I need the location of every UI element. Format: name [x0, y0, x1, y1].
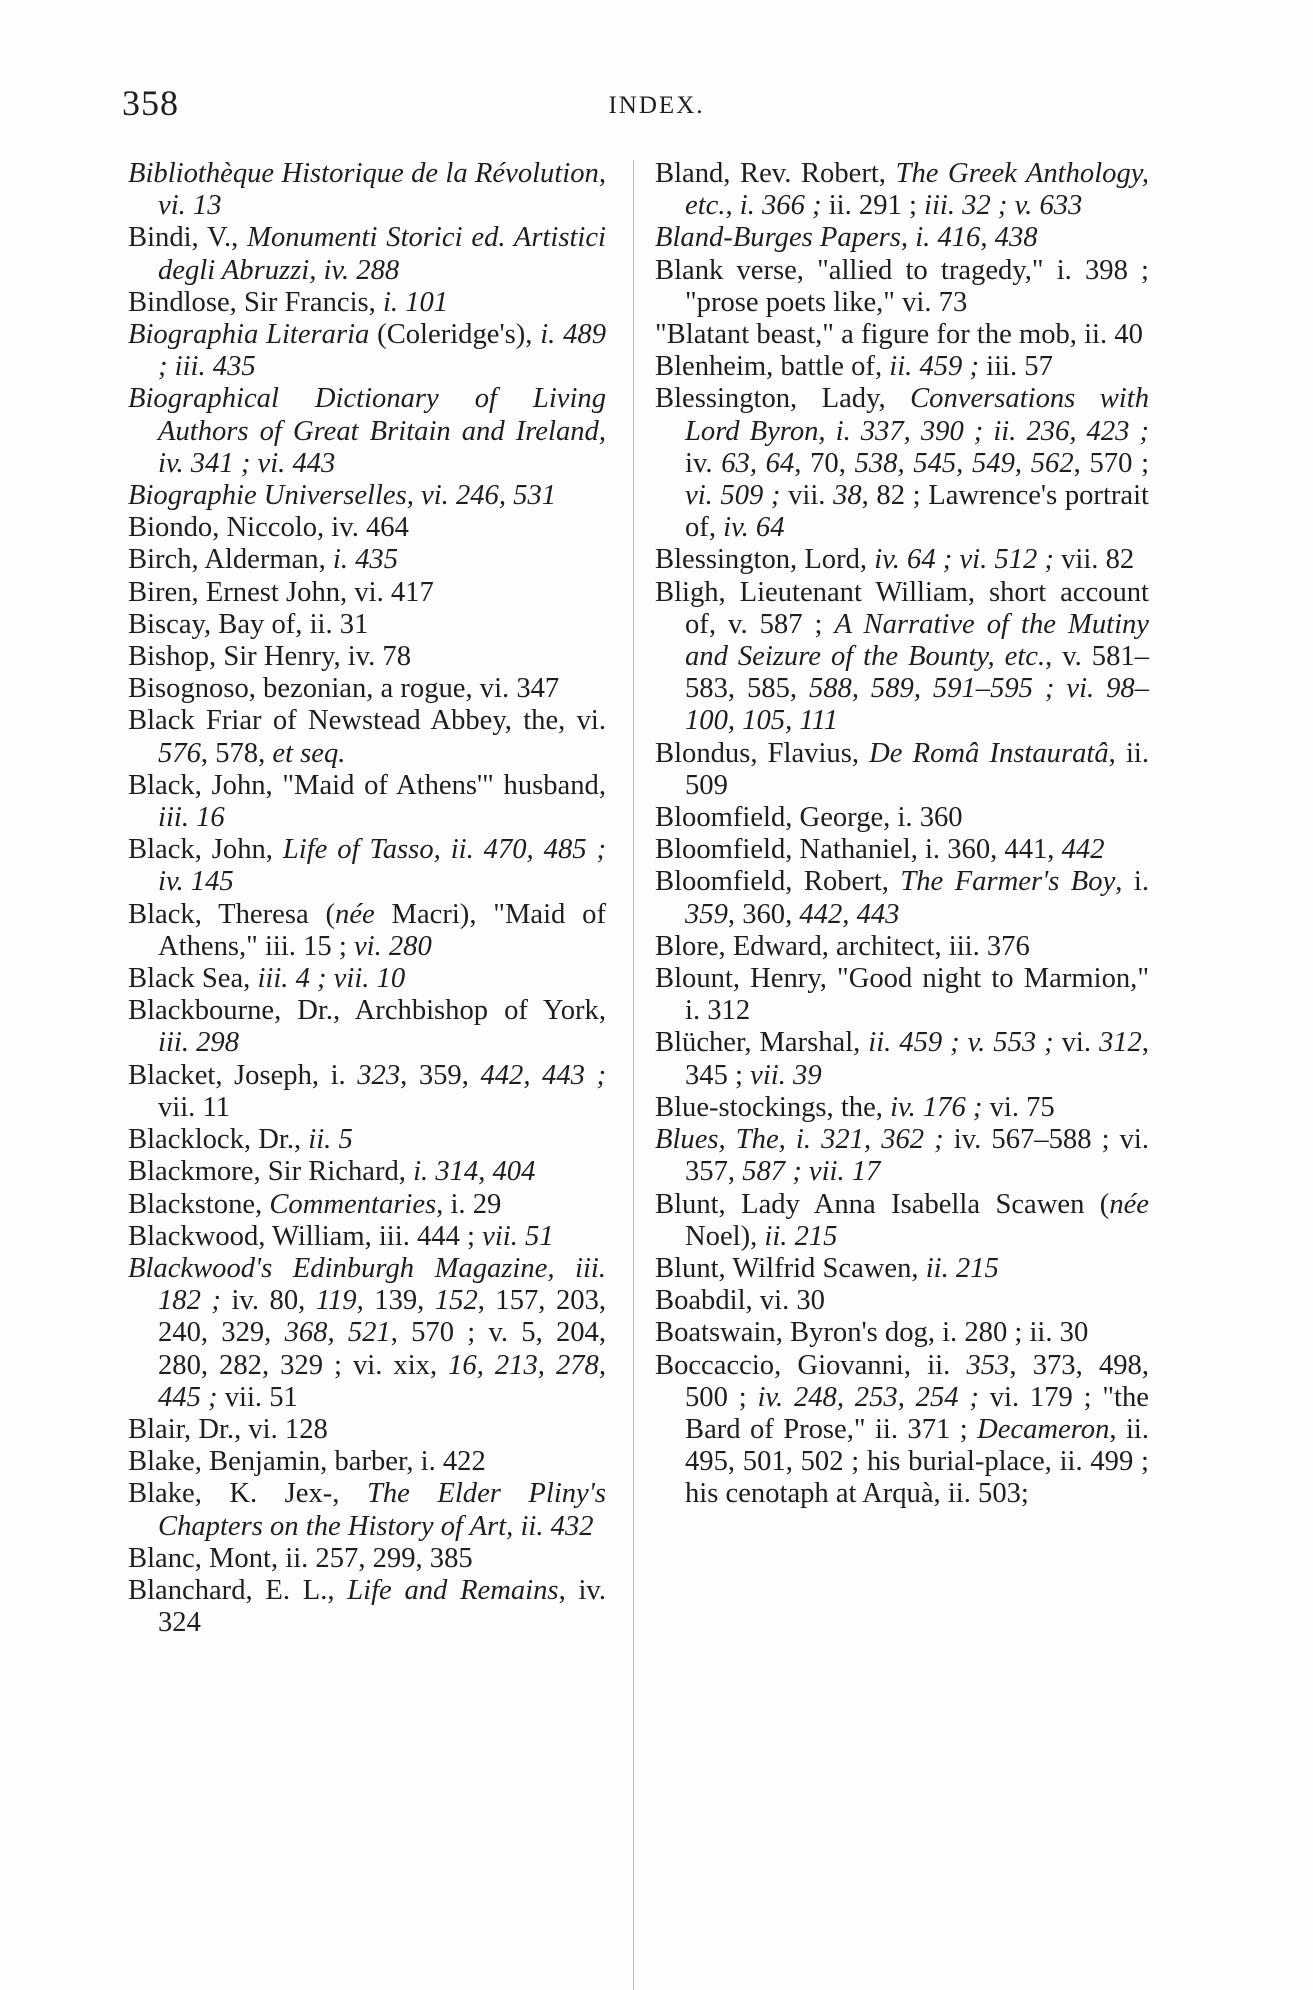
entry-text: Blacklock, Dr., [128, 1124, 309, 1156]
index-entry [655, 1124, 1149, 1188]
entry-italic-text: i. 314, 404 [413, 1156, 536, 1188]
entry-text: Boabdil, vi. 30 [655, 1285, 825, 1317]
index-entry [128, 1414, 606, 1446]
index-entry [128, 834, 606, 898]
entry-italic-text: vii. 39 [750, 1059, 822, 1091]
entry-text: Bishop, Sir Henry, iv. 78 [128, 641, 412, 673]
entry-italic-text: The Greek Anthology, etc., i. 366 ; [685, 158, 1150, 222]
entry-italic-text: 442, 443 [799, 898, 900, 930]
entry-text: Bligh, Lieutenant William, short account of, v. 587 ; [655, 576, 1149, 640]
entry-text: , 359, [400, 1059, 481, 1091]
entry-text: Blenheim, battle of, [655, 351, 890, 383]
entry-text: , 570 ; v. 5, 204, 280, 282, 329 ; vi. xix, [158, 1317, 606, 1381]
index-entry [128, 641, 606, 673]
entry-italic-text: 359 [685, 898, 728, 930]
entry-text: Black, John, "Maid of Athens'" husband, [128, 769, 606, 801]
entry-italic-text: iv. 64 ; vi. 512 ; [874, 544, 1054, 576]
entry-italic-text: Commentaries [269, 1188, 437, 1220]
entry-italic-text: Life and Remains [347, 1574, 559, 1606]
entry-text: Biondo, Niccolo, iv. 464 [128, 512, 409, 544]
entry-italic-text: 442 [1061, 834, 1105, 866]
entry-text: , 578, [200, 737, 273, 769]
entry-text: , 157, 203, 240, 329, [158, 1285, 607, 1349]
index-entry [128, 1253, 606, 1414]
index-entry [655, 802, 1149, 834]
entry-italic-text: iv. 176 ; [890, 1091, 983, 1123]
index-entry [655, 351, 1149, 383]
entry-italic-text: Biographia Literaria [128, 319, 370, 351]
entry-text: Biscay, Bay of, ii. 31 [128, 608, 369, 640]
entry-text: vii. 11 [158, 1091, 231, 1123]
index-entry [655, 1350, 1149, 1511]
entry-text: ii. 291 ; [821, 190, 925, 222]
entry-italic-text: ii. 215 [925, 1252, 999, 1284]
entry-italic-text: Biographie Universelles, vi. 246, 531 [128, 480, 557, 512]
entry-italic-text: Blackwood's Edinburgh Magazine, iii. 182 ; [128, 1252, 606, 1317]
index-entry [128, 1156, 606, 1188]
entry-italic-text: Bland-Burges Papers, i. 416, 438 [655, 222, 1038, 254]
entry-italic-text: i. 435 [332, 544, 399, 576]
index-entry [128, 1478, 606, 1542]
index-entry [128, 577, 606, 609]
index-entry [655, 931, 1149, 963]
index-entry [655, 319, 1149, 351]
entry-italic-text: Blues, The, i. 321, 362 ; [655, 1124, 944, 1156]
index-entry [128, 995, 606, 1059]
entry-text: Blunt, Wilfrid Scawen, [655, 1252, 926, 1284]
index-entry [655, 222, 1149, 254]
entry-italic-text: iv. 64 [723, 512, 785, 544]
index-entry [128, 705, 606, 769]
entry-text: Blanchard, E. L., [128, 1574, 348, 1606]
entry-italic-text: 119 [315, 1285, 357, 1317]
entry-italic-text: 152 [434, 1285, 478, 1317]
entry-text: Blunt, Lady Anna Isabella Scawen ( [655, 1188, 1110, 1220]
entry-text: , i. [1115, 866, 1149, 898]
index-entry [128, 544, 606, 576]
entry-text: Blake, K. Jex-, [128, 1478, 367, 1510]
entry-text: Birch, Alderman, [128, 544, 333, 576]
entry-text: vii. 51 [217, 1381, 298, 1413]
entry-text: Black, Theresa ( [128, 898, 336, 930]
index-entry [655, 866, 1149, 930]
index-entry [655, 834, 1149, 866]
entry-text: Blake, Benjamin, barber, i. 422 [128, 1446, 486, 1478]
entry-text: Biren, Ernest John, vi. 417 [128, 576, 434, 608]
entry-text: , v. 581–583, 585, [685, 641, 1149, 705]
index-entry [655, 577, 1149, 738]
entry-text: Bland, Rev. Robert, [655, 158, 896, 189]
index-entry [128, 222, 606, 286]
page-title: INDEX. [608, 92, 705, 119]
entry-italic-text: Decameron [977, 1413, 1110, 1445]
entry-italic-text: 538, 545, 549, 562 [854, 447, 1074, 479]
entry-italic-text: 312 [1098, 1027, 1142, 1059]
index-entry [128, 287, 606, 319]
index-entry [128, 609, 606, 641]
entry-text: Blücher, Marshal, [655, 1027, 869, 1059]
entry-text: "Blatant beast," a figure for the mob, ii. 40 [655, 319, 1143, 351]
entry-text: , i. 29 [436, 1188, 502, 1220]
entry-text: Blair, Dr., vi. 128 [128, 1413, 328, 1445]
entry-text: , 360, [727, 898, 800, 930]
entry-text: Blackbourne, Dr., Archbishop of York, [128, 995, 606, 1027]
entry-text: Black Friar of Newstead Abbey, the, vi. [128, 705, 606, 737]
index-column-left [128, 158, 606, 1639]
index-entry [128, 1189, 606, 1221]
index-column-right [655, 158, 1149, 1511]
entry-text: vii. 82 [1053, 544, 1135, 576]
page-number: 358 [122, 83, 179, 123]
entry-italic-text: iii. 32 ; v. 633 [924, 190, 1083, 222]
index-entry [128, 158, 606, 222]
index-entry [655, 1189, 1149, 1253]
index-entry [128, 1060, 606, 1124]
entry-text: , ii. 495, 501, 502 ; his burial-place, ii. 499 ; his cenotaph at Arquà, ii. 503; [685, 1413, 1149, 1510]
entry-text: Black, John, [128, 834, 283, 866]
entry-text: Bloomfield, Robert, [655, 866, 901, 898]
entry-text: Blank verse, "allied to tragedy," i. 398 ; "prose poets like," vi. 73 [655, 254, 1149, 318]
entry-text: Bindlose, Sir Francis, [128, 286, 383, 318]
entry-italic-text: iii. 298 [158, 1027, 240, 1059]
entry-text: Blessington, Lord, [655, 544, 875, 576]
entry-italic-text: 38 [833, 480, 862, 512]
entry-text: , 345 ; [685, 1027, 1149, 1091]
entry-text: , ii. 509 [685, 737, 1149, 801]
entry-text: vi. 179 ; "the Bard of Prose," ii. 371 ; [685, 1381, 1149, 1445]
entry-text: Blanc, Mont, ii. 257, 299, 385 [128, 1542, 473, 1574]
index-entry [128, 673, 606, 705]
entry-italic-text: née [1109, 1188, 1149, 1220]
index-entry [655, 1285, 1149, 1317]
entry-text: Blessington, Lady, [655, 383, 911, 415]
entry-italic-text: née [335, 898, 375, 930]
index-entry [128, 1575, 606, 1639]
index-entry [128, 1221, 606, 1253]
entry-italic-text: 353 [966, 1349, 1010, 1381]
entry-text: vi. 75 [982, 1091, 1055, 1123]
entry-text: Blacket, Joseph, i. [128, 1059, 358, 1091]
entry-text: Blackmore, Sir Richard, [128, 1156, 414, 1188]
entry-italic-text: Conversations with Lord Byron, i. 337, 390 ; ii. 236, 423 ; [685, 383, 1149, 447]
entry-text: Blackwood, William, iii. 444 ; [128, 1220, 483, 1252]
entry-text: , 70, [794, 447, 855, 479]
entry-italic-text: iii. 16 [158, 802, 225, 834]
index-entry [128, 319, 606, 383]
entry-text: vi. [1053, 1027, 1099, 1059]
entry-text: Bloomfield, Nathaniel, i. 360, 441, [655, 834, 1062, 866]
entry-italic-text: 368, 521 [284, 1317, 391, 1349]
entry-text: Blount, Henry, "Good night to Marmion," i. 312 [655, 963, 1149, 1027]
entry-text: iv. 80, [220, 1285, 316, 1317]
entry-italic-text: The Elder Pliny's Chapters on the History of Art, ii. 432 [158, 1478, 606, 1542]
index-entry [128, 963, 606, 995]
index-entry [655, 1027, 1149, 1091]
entry-italic-text: i. 101 [382, 286, 449, 318]
index-entry [655, 963, 1149, 1027]
entry-text: Boccaccio, Giovanni, ii. [655, 1349, 967, 1381]
entry-text: vii. [780, 480, 834, 512]
entry-text: Blondus, Flavius, [655, 737, 870, 769]
entry-italic-text: vii. 51 [482, 1220, 554, 1252]
index-entry [655, 158, 1149, 222]
index-entry [655, 383, 1149, 544]
column-divider [633, 160, 634, 1990]
index-entry [128, 1124, 606, 1156]
entry-text: , iv. 324 [158, 1574, 606, 1639]
entry-italic-text: vi. 509 ; [685, 480, 781, 512]
entry-text: Macri), "Maid of Athens," iii. 15 ; [158, 898, 606, 962]
entry-italic-text: ii. 5 [308, 1124, 353, 1156]
index-entry [128, 1446, 606, 1478]
entry-text: Bisognoso, bezonian, a rogue, vi. 347 [128, 673, 560, 705]
entry-text: Boatswain, Byron's dog, i. 280 ; ii. 30 [655, 1317, 1089, 1349]
entry-text: Blackstone, [128, 1188, 270, 1220]
entry-italic-text: A Narrative of the Mutiny and Seizure of the Bounty, etc. [685, 608, 1150, 673]
index-entry [128, 899, 606, 963]
entry-italic-text: vi. 280 [353, 930, 432, 962]
entry-text: Blore, Edward, architect, iii. 376 [655, 930, 1030, 962]
entry-text: , 139, [356, 1285, 435, 1317]
entry-italic-text: ii. 215 [764, 1220, 838, 1252]
entry-italic-text: Biographical Dictionary of Living Authors of Great Britain and Ireland, iv. 341 ; vi. 443 [128, 383, 606, 479]
entry-text: Bloomfield, George, i. 360 [655, 802, 963, 834]
entry-italic-text: iii. 4 ; vii. 10 [257, 963, 406, 995]
entry-italic-text: 587 ; vii. 17 [742, 1156, 881, 1188]
entry-text: , 373, 498, 500 ; [685, 1349, 1149, 1413]
index-entry [655, 255, 1149, 319]
index-entry [655, 544, 1149, 576]
entry-italic-text: 576 [158, 737, 201, 769]
entry-italic-text: i. 489 ; iii. 435 [158, 319, 607, 383]
entry-italic-text: 588, 589, 591–595 ; vi. 98–100, 105, 111 [685, 673, 1149, 737]
entry-italic-text: iv. 248, 253, 254 ; [757, 1381, 979, 1413]
entry-italic-text: 63, 64 [721, 447, 795, 479]
entry-text: Blue-stockings, the, [655, 1091, 891, 1123]
index-entry [128, 512, 606, 544]
entry-text: iii. 57 [979, 351, 1053, 383]
entry-text: Bindi, V., [128, 222, 248, 254]
entry-italic-text: The Farmer's Boy [900, 866, 1116, 898]
index-entry [128, 480, 606, 512]
entry-italic-text: 16, 213, 278, 445 ; [158, 1349, 606, 1413]
index-entry [128, 770, 606, 834]
entry-italic-text: Bibliothèque Historique de la Révolution, vi. 13 [128, 158, 606, 222]
entry-text: iv. [685, 447, 722, 479]
entry-text: Black Sea, [128, 963, 258, 995]
entry-text: , 82 ; Lawrence's portrait of, [685, 480, 1149, 544]
entry-italic-text: et seq. [272, 737, 346, 769]
entry-italic-text: De Româ Instauratâ [869, 737, 1109, 769]
entry-italic-text: ii. 459 ; [889, 351, 980, 383]
entry-italic-text: 323 [357, 1059, 401, 1091]
index-entry [655, 1253, 1149, 1285]
entry-text: (Coleridge's), [369, 319, 541, 351]
index-entry [655, 738, 1149, 802]
entry-italic-text: Monumenti Storici ed. Artistici degli Abruzzi, iv. 288 [158, 222, 606, 286]
entry-text: Noel), [685, 1220, 765, 1252]
entry-text: , 570 ; [1073, 447, 1150, 479]
index-entry [128, 1543, 606, 1575]
entry-italic-text: ii. 459 ; v. 553 ; [868, 1027, 1054, 1059]
index-entry [655, 1317, 1149, 1349]
entry-italic-text: 442, 443 ; [480, 1059, 607, 1091]
index-entry [655, 1092, 1149, 1124]
entry-text: iv. 567–588 ; vi. 357, [685, 1124, 1149, 1188]
index-entry [128, 383, 606, 480]
entry-italic-text: Life of Tasso, ii. 470, 485 ; iv. 145 [158, 834, 606, 898]
